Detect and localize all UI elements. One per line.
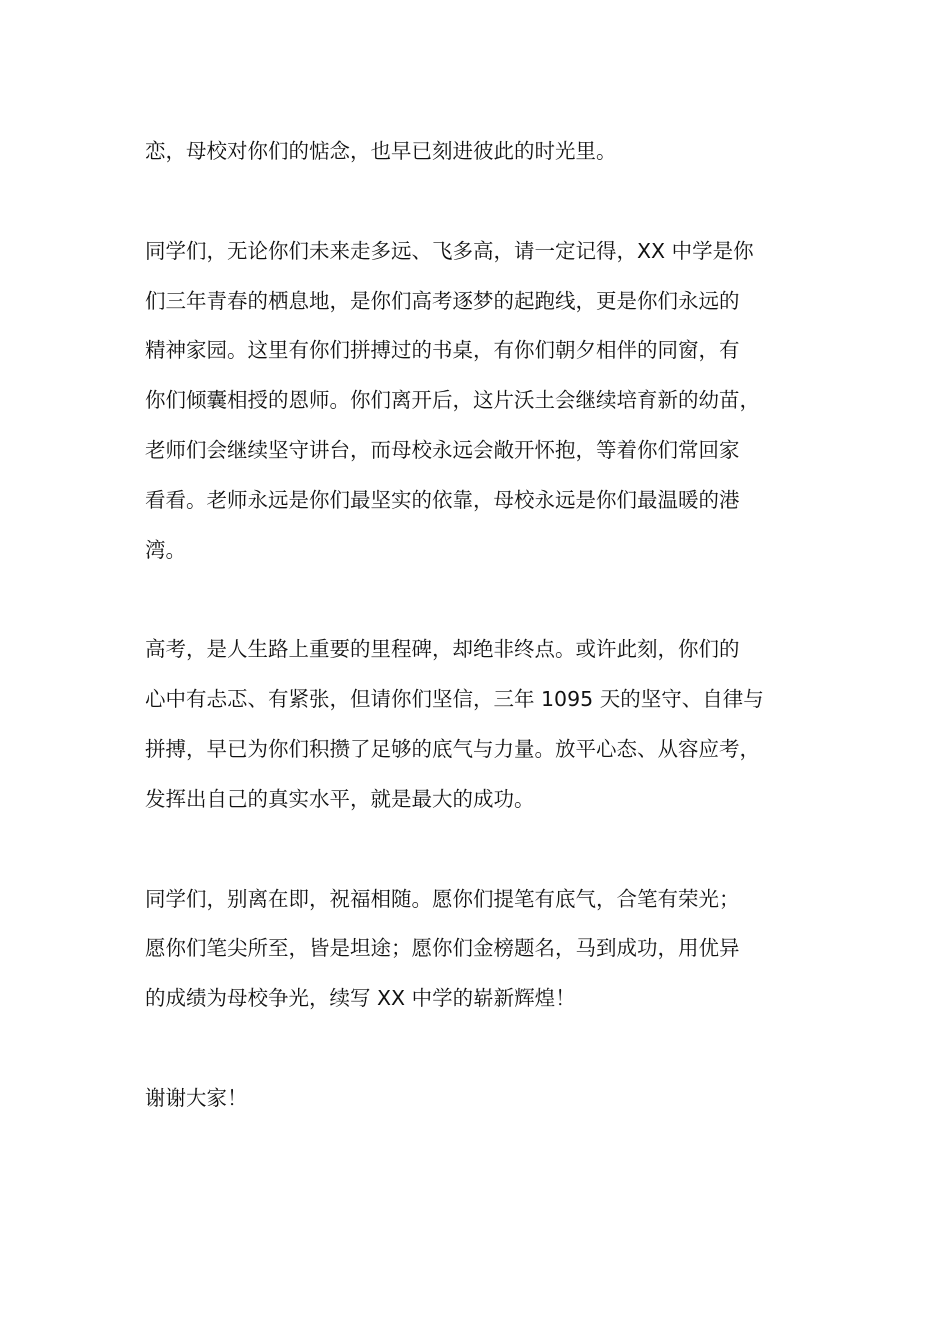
- text-line: 同学们，无论你们未来走多远、飞多高，请一定记得，XX 中学是你: [145, 238, 754, 263]
- text-line: 同学们，别离在即，祝福相随。愿你们提笔有底气，合笔有荣光；: [145, 886, 740, 911]
- text-line: 发挥出自己的真实水平，就是最大的成功。: [145, 786, 535, 811]
- paragraph-4: [145, 875, 825, 1024]
- text-line: 的成绩为母校争光，续写 XX 中学的崭新辉煌！: [145, 986, 576, 1011]
- text-line: 高考，是人生路上重要的里程碑，却绝非终点。或许此刻，你们的: [145, 637, 740, 662]
- text-line: 恋，母校对你们的惦念，也早已刻进彼此的时光里。: [145, 139, 617, 163]
- text-line: 谢谢大家！: [145, 1085, 248, 1110]
- text-line: 精神家园。这里有你们拼搏过的书桌，有你们朝夕相伴的同窗，有: [145, 338, 740, 363]
- text-line: 老师们会继续坚守讲台，而母校永远会敞开怀抱，等着你们常回家: [145, 437, 740, 462]
- text-line: 拼搏，早已为你们积攒了足够的底气与力量。放平心态、从容应考，: [145, 736, 760, 761]
- paragraph-2: [145, 227, 825, 576]
- document-body: [145, 127, 825, 1124]
- paragraph-1: [145, 127, 825, 177]
- text-line: 愿你们笔尖所至，皆是坦途；愿你们金榜题名，马到成功，用优异: [145, 936, 740, 961]
- paragraph-3: [145, 625, 825, 824]
- text-line: 看看。老师永远是你们最坚实的依靠，母校永远是你们最温暖的港: [145, 487, 740, 512]
- text-line: 你们倾囊相授的恩师。你们离开后，这片沃土会继续培育新的幼苗，: [145, 388, 760, 413]
- text-line: 们三年青春的栖息地，是你们高考逐梦的起跑线，更是你们永远的: [145, 288, 740, 313]
- paragraph-5: [145, 1074, 825, 1124]
- text-line: 湾。: [145, 537, 186, 562]
- text-line: 心中有忐忑、有紧张，但请你们坚信，三年 1095 天的坚守、自律与: [145, 687, 764, 712]
